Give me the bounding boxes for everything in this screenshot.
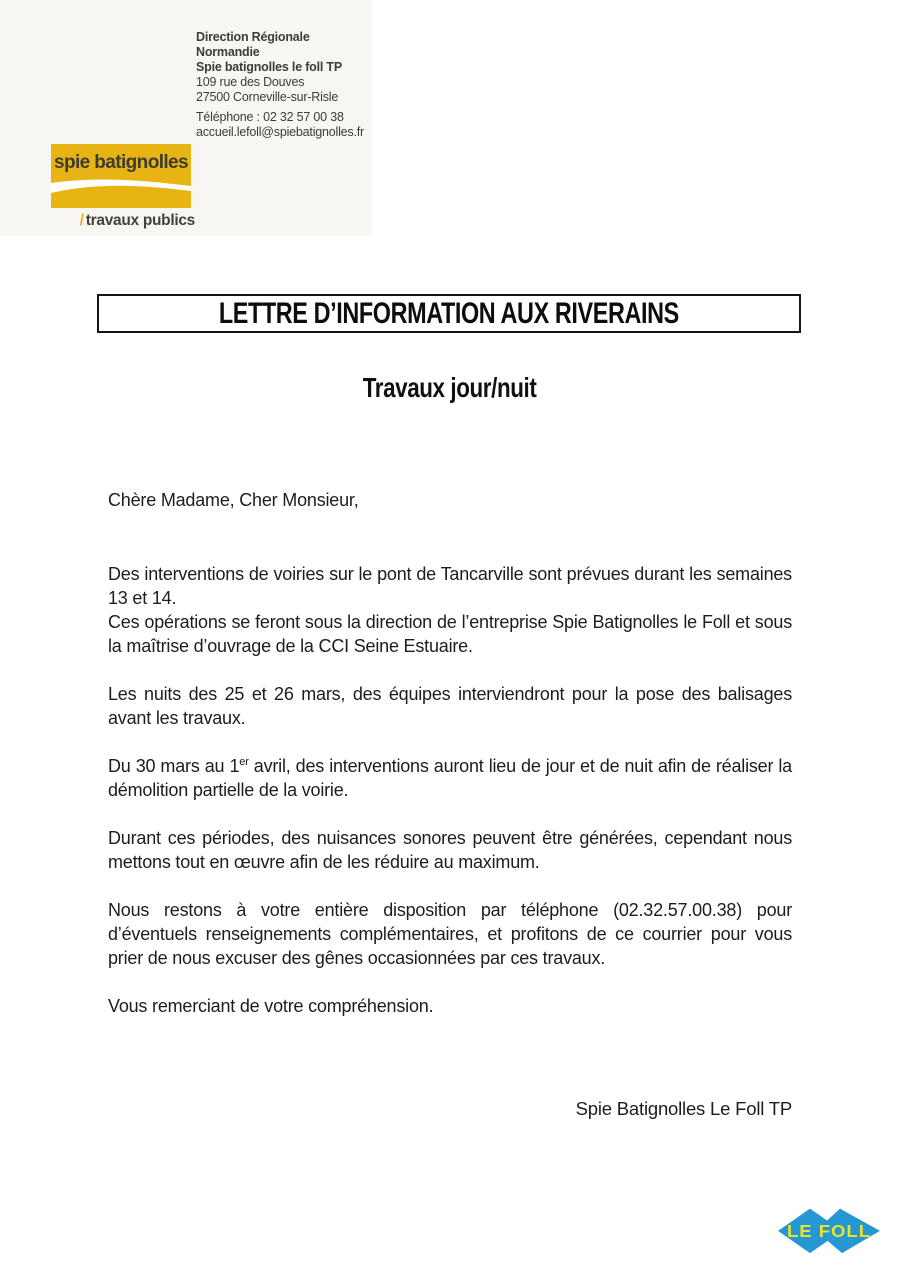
ordinal-superscript: er (239, 756, 249, 768)
paragraph-segment: Du 30 mars au 1 (108, 756, 240, 776)
paragraph-interventions (108, 562, 792, 658)
page-subtitle: Travaux jour/nuit (363, 372, 537, 403)
paragraph-nuisances: Durant ces périodes, des nuisances sonores peuvent être générées, cependant nous mettons tout en œuvre afin de les réduire au maximum. (108, 828, 792, 872)
tagline-slash: / (79, 212, 84, 229)
company-region: Direction Régionale Normandie (196, 30, 310, 59)
company-street: 109 rue des Douves (196, 75, 305, 89)
company-phone: Téléphone : 02 32 57 00 38 (196, 110, 344, 124)
signature: Spie Batignolles Le Foll TP (575, 1098, 792, 1119)
company-city: 27500 Corneville-sur-Risle (196, 90, 339, 104)
paragraph-nuits-mars: Les nuits des 25 et 26 mars, des équipes interviendront pour la pose des balisages avant les travaux. (108, 684, 792, 728)
lefoll-logo-text: LE FOLL (787, 1222, 871, 1242)
paragraph-line: Des interventions de voiries sur le pont de Tancarville sont prévues durant les semaines 13 et 14. (108, 564, 792, 608)
paragraph-contact: Nous restons à votre entière disposition par téléphone (02.32.57.00.38) pour d’éventuels renseignements complémentaires, et profitons de ce courrier pour vous prier de nous excuser des gênes occasionnées par ces travaux. (108, 900, 792, 968)
letter-body (108, 0, 792, 1274)
paragraph-demolition (108, 754, 792, 802)
logo-brand-text: spie batignolles (54, 152, 188, 173)
lefoll-logo (778, 1206, 880, 1254)
company-name: Spie batignolles le foll TP (196, 60, 343, 74)
page-title: LETTRE D’INFORMATION AUX RIVERAINS (219, 296, 679, 330)
tagline-text: travaux publics (85, 212, 195, 229)
paragraph-segment: avril, des interventions auront lieu de jour et de nuit afin de réaliser la démolition partielle de la voirie. (108, 756, 792, 800)
salutation: Chère Madame, Cher Monsieur, (108, 490, 359, 510)
company-email: accueil.lefoll@spiebatignolles.fr (196, 125, 364, 139)
closing-line: Vous remerciant de votre compréhension. (108, 996, 434, 1016)
paragraph-line: Ces opérations se feront sous la direction de l’entreprise Spie Batignolles le Foll et sous la maîtrise d’ouvrage de la CCI Seine Estuaire. (108, 612, 792, 656)
